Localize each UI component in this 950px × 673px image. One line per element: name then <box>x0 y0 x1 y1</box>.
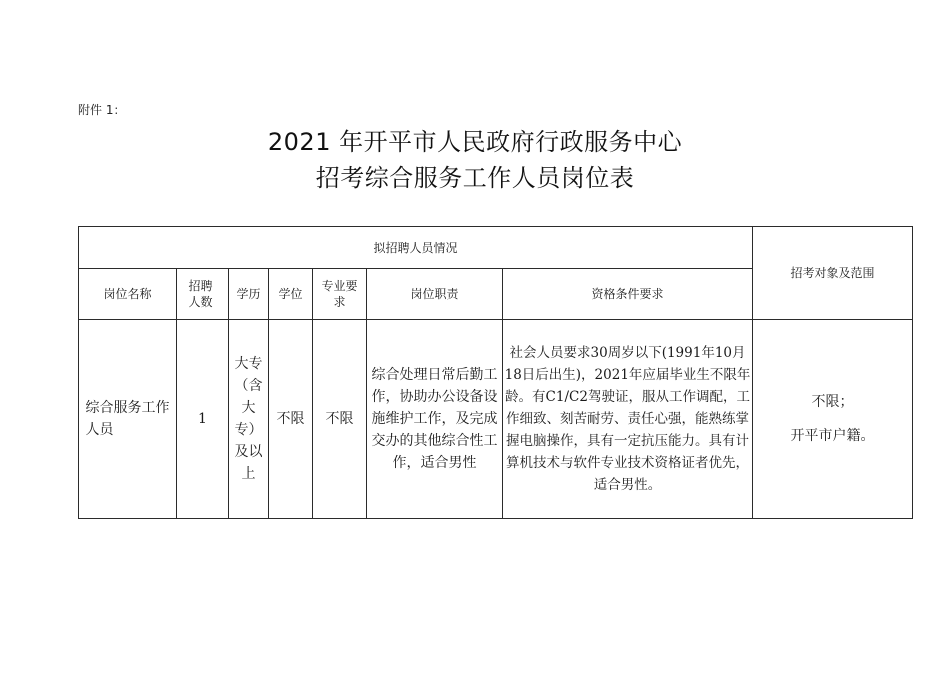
col-header-position-name: 岗位名称 <box>79 269 177 320</box>
col-header-duties: 岗位职责 <box>367 269 503 320</box>
target-line-2: 开平市户籍。 <box>790 428 875 444</box>
table-group-header-row <box>79 227 913 269</box>
target-header-cell: 招考对象及范围 <box>753 227 913 320</box>
cell-education <box>229 320 269 519</box>
cell-position-name <box>79 320 177 519</box>
cell-target <box>753 320 913 519</box>
table-row <box>79 320 913 519</box>
col-header-major-text: 专业要求 <box>321 279 358 309</box>
education-text: 大专（含大专）及以上 <box>234 356 263 482</box>
cell-requirements: 社会人员要求30周岁以下(1991年10月18日后出生)，2021年应届毕业生不限年龄。有C1/C2驾驶证，服从工作调配，工作细致、刻苦耐劳、责任心强，能熟练掌握电脑操作，具有一定抗压能力。具有计算机技术与软件专业技术资格证者优先，适合男性。 <box>503 320 753 519</box>
position-name-text: 综合服务工作人员 <box>85 400 170 438</box>
col-header-major <box>313 269 367 320</box>
position-table <box>78 226 913 519</box>
col-header-education: 学历 <box>229 269 269 320</box>
col-header-headcount <box>177 269 229 320</box>
attachment-label: 附件 1： <box>78 103 126 117</box>
cell-duties: 综合处理日常后勤工作，协助办公设备设施维护工作，及完成交办的其他综合性工作，适合男性 <box>367 320 503 519</box>
col-header-headcount-text: 招聘人数 <box>188 279 213 309</box>
group-header-cell: 拟招聘人员情况 <box>79 227 753 269</box>
document-title-line-1: 2021 年开平市人民政府行政服务中心 <box>267 128 683 156</box>
target-line-1: 不限； <box>811 394 854 410</box>
cell-headcount: 1 <box>177 320 229 519</box>
cell-degree: 不限 <box>269 320 313 519</box>
col-header-degree: 学位 <box>269 269 313 320</box>
col-header-requirements: 资格条件要求 <box>503 269 753 320</box>
document-title-line-2: 招考综合服务工作人员岗位表 <box>315 164 635 192</box>
cell-major: 不限 <box>313 320 367 519</box>
